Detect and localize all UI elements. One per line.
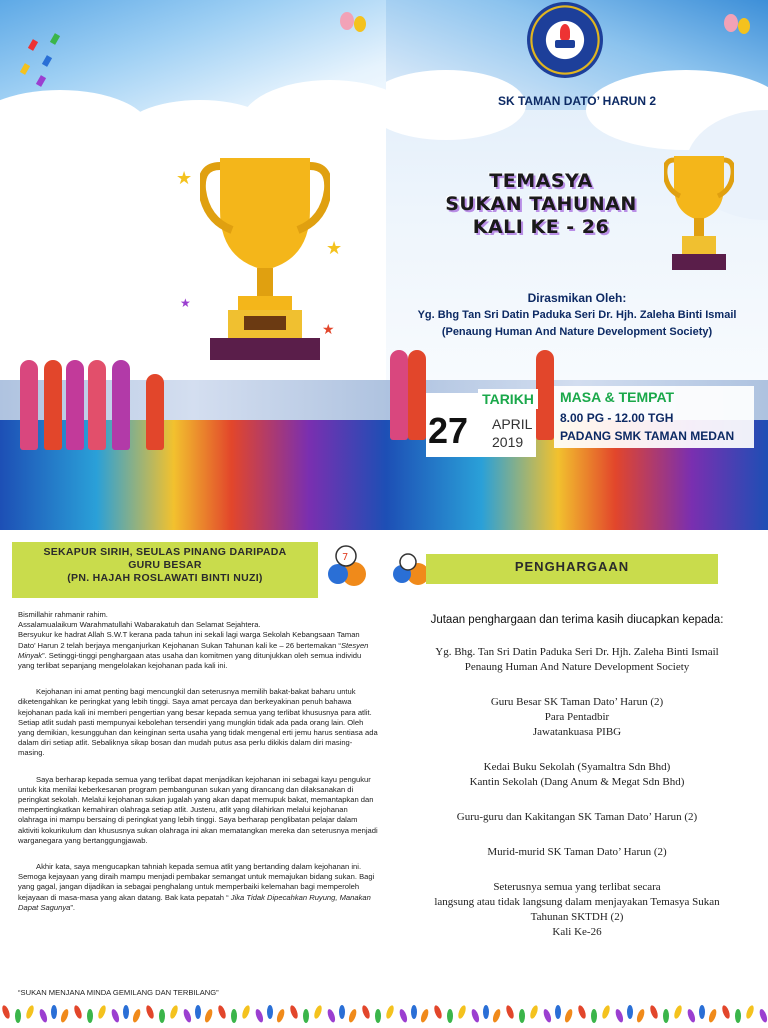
confetti-petal (411, 1005, 417, 1019)
runner-silhouette (20, 360, 38, 450)
confetti-petal (25, 1004, 35, 1019)
speech-paragraph: Saya berharap kepada semua yang terlibat dapat menjadikan kejohanan ini sebagai kayu pengukur untuk kita menilai keberkesanan program pembangunan sukan yang dirancang dan dilaksanakan di peringkat sekolah. Melalui kejohanan sukan jugalah yang akan dapat memupuk bakat, memantapkan dan mempertingkatkan kemahiran olahraga setiap atlit. Justeru, atlit yang dilahirkan melalui kejohanan olahraga ini mampu bersaing di peringkat yang lebih tinggi. Saya berharap penglibatan pelajar dalam aktiviti kokurikulum dan khususnya sukan olahraga ini akan mematangkan mereka dan seterusnya menjadi warganegara yang bertanggungjawab. (18, 774, 378, 845)
acknowledgement-panel (386, 530, 768, 1024)
confetti-petal (447, 1009, 453, 1023)
confetti-petal (347, 1008, 357, 1023)
confetti-petal (110, 1008, 120, 1023)
runner-silhouette (390, 350, 408, 440)
event-title-line: SUKAN TAHUNAN (445, 193, 637, 215)
thanks-line: Penaung Human And Nature Development Society (464, 661, 690, 673)
trophy-icon (200, 150, 330, 365)
confetti-petal (375, 1009, 381, 1023)
confetti-petal (339, 1005, 345, 1019)
confetti-petal (51, 1005, 57, 1019)
confetti-petal (15, 1009, 21, 1023)
officiator-role: (Penaung Human And Nature Development Society) (441, 326, 713, 338)
confetti-petal (303, 1009, 309, 1023)
date-label: TARIKH (478, 389, 538, 409)
thanks-group (386, 645, 768, 675)
confetti-petal (169, 1004, 179, 1019)
confetti-petal (203, 1008, 213, 1023)
festive-border-pattern (0, 998, 768, 1024)
date-month: APRIL (492, 416, 533, 432)
balloon-icon (738, 18, 750, 34)
balloon-icon (340, 12, 354, 30)
confetti-petal (145, 1004, 155, 1019)
confetti-petal (123, 1005, 129, 1019)
balloon-icon (724, 14, 738, 32)
thanks-group (386, 810, 768, 825)
trophy-icon (664, 150, 734, 278)
runner-silhouette (536, 350, 554, 440)
confetti-petal (663, 1009, 669, 1023)
thanks-line: Guru-guru dan Kakitangan SK Taman Dato’ Harun (2) (456, 811, 698, 823)
confetti-petal (649, 1004, 659, 1019)
thanks-line: Yg. Bhg. Tan Sri Datin Paduka Seri Dr. Hjh. Zaleha Binti Ismail (435, 646, 719, 658)
confetti-petal (542, 1008, 552, 1023)
event-title (426, 170, 656, 239)
thanks-line: Tahunan SKTDH (2) (530, 911, 624, 923)
confetti-petal (1, 1004, 11, 1019)
confetti-petal (614, 1008, 624, 1023)
thanks-line: Para Pentadbir (544, 711, 610, 723)
confetti-petal (59, 1008, 69, 1023)
school-name: SK TAMAN DATO’ HARUN 2 (497, 94, 656, 108)
thanks-line: Kali Ke-26 (552, 926, 602, 938)
speech-paragraph: Akhir kata, saya mengucapkan tahniah kepada semua atlit yang bertanding dalam kejohanan ini. Semoga kejayaan yang diraih mampu menjadi pembakar semangat untuk memajukan bidang sukan. Bagi yang gagal, jangan dijadikan ia sebagai penghalang untuk memperbaiki kelemahan bagi memperoleh kejayaan di masa-masa yang akan datang. Bak kata pepatah “ (18, 862, 375, 902)
confetti-petal (289, 1004, 299, 1019)
balloon-icon (354, 16, 366, 32)
confetti-petal (419, 1008, 429, 1023)
confetti-petal (326, 1008, 336, 1023)
speech-tagline: “SUKAN MENJANA MINDA GEMILANG DAN TERBILANG” (18, 988, 219, 997)
speech-paragraph: ”. Setinggi-tinggi penghargaan atas usaha dan komitmen yang ditunjukkan oleh semua individu yang terlibat sepanjang mengelolakan kejohanan pada kali ini. (18, 650, 362, 671)
confetti-petal (182, 1008, 192, 1023)
star-icon: ★ (176, 168, 193, 189)
confetti-petal (505, 1004, 515, 1019)
thanks-line: Jawatankuasa PIBG (532, 726, 622, 738)
star-icon: ★ (326, 238, 343, 259)
thanks-line: Guru Besar SK Taman Dato’ Harun (2) (490, 696, 664, 708)
festive-border (0, 998, 768, 1024)
confetti-petal (433, 1004, 443, 1019)
confetti-petal (398, 1008, 408, 1023)
confetti-petal (627, 1005, 633, 1019)
confetti-petal (87, 1009, 93, 1023)
confetti-petal (457, 1004, 467, 1019)
confetti-petal (313, 1004, 323, 1019)
confetti-petal (519, 1009, 525, 1023)
speech-greeting: Assalamualaikum Warahmatullahi Wabarakatuh dan Selamat Sejahtera. (18, 620, 261, 630)
speech-title-line: SEKAPUR SIRIH, SEULAS PINANG DARIPADA (43, 546, 287, 558)
thanks-group (386, 760, 768, 790)
confetti-petal (491, 1008, 501, 1023)
confetti-petal (159, 1009, 165, 1023)
speech-title-line: (PN. HAJAH ROSLAWATI BINTI NUZI) (67, 572, 263, 584)
speech-theme: Stesyen Minyak (18, 640, 369, 660)
thanks-line: Kedai Buku Sekolah (Syamaltra Sdn Bhd) (483, 761, 671, 773)
speech-title (12, 546, 318, 585)
confetti-petal (745, 1004, 755, 1019)
thanks-line: Seterusnya semua yang terlibat secara (493, 881, 661, 893)
confetti-petal (361, 1004, 371, 1019)
confetti-petal (707, 1008, 717, 1023)
date-day: 27 (428, 410, 469, 451)
school-logo (527, 2, 603, 78)
date-year: 2019 (492, 434, 524, 450)
confetti-petal (577, 1004, 587, 1019)
cover-front-panel (386, 0, 768, 530)
runner-silhouette (66, 360, 84, 450)
confetti-petal (385, 1004, 395, 1019)
confetti-petal (635, 1008, 645, 1023)
confetti-petal (195, 1005, 201, 1019)
confetti-petal (73, 1004, 83, 1019)
confetti-petal (735, 1009, 741, 1023)
runner-silhouette (112, 360, 130, 450)
runner-silhouette (408, 350, 426, 440)
confetti-petal (231, 1009, 237, 1023)
officiator-block (386, 290, 768, 341)
confetti-petal (721, 1004, 731, 1019)
confetti-petal (217, 1004, 227, 1019)
confetti-petal (470, 1008, 480, 1023)
headmistress-speech-panel (0, 530, 386, 1024)
confetti-petal (241, 1004, 251, 1019)
thanks-title: PENGHARGAAN (514, 559, 630, 574)
runner-silhouette (88, 360, 106, 450)
speech-greeting: Bismillahir rahmanir rahim. (18, 610, 108, 619)
runner-silhouette (44, 360, 62, 450)
confetti-petal (97, 1004, 107, 1019)
thanks-group (386, 845, 768, 860)
speech-title-line: GURU BESAR (128, 559, 202, 571)
sports-balls-icon (390, 552, 430, 588)
opened-by-label: Dirasmikan Oleh: (527, 291, 627, 305)
speech-paragraph: Bersyukur ke hadrat Allah S.W.T kerana pada tahun ini sekali lagi warga Sekolah Kebangsaan Taman Dato’ Harun 2 telah berjaya menganjurkan Kejohanan Sukan Tahunan kali ke – 26 bertemakan “ (18, 630, 360, 650)
confetti-petal (483, 1005, 489, 1019)
officiator-name: Yg. Bhg Tan Sri Datin Paduka Seri Dr. Hjh. Zaleha Binti Ismail (417, 309, 737, 321)
thanks-list (386, 645, 768, 955)
svg-text:7: 7 (342, 552, 349, 563)
confetti-petal (555, 1005, 561, 1019)
confetti-petal (131, 1008, 141, 1023)
event-time: 8.00 PG - 12.00 TGH (560, 411, 674, 425)
confetti-petal (275, 1008, 285, 1023)
speech-paragraph: ”. (70, 902, 75, 912)
runner-silhouette (146, 374, 164, 450)
confetti-petal (591, 1009, 597, 1023)
thanks-line: Murid-murid SK Taman Dato’ Harun (2) (487, 846, 667, 858)
star-icon: ★ (180, 296, 191, 310)
thanks-group (386, 880, 768, 940)
confetti-petal (699, 1005, 705, 1019)
confetti-petal (38, 1008, 48, 1023)
event-title-line: KALI KE - 26 (472, 216, 610, 238)
sports-balls-icon (324, 544, 368, 588)
confetti-petal (267, 1005, 273, 1019)
venue-label: MASA & TEMPAT (560, 389, 675, 405)
event-title-line: TEMASYA (489, 170, 593, 192)
thanks-intro: Jutaan penghargaan dan terima kasih diucapkan kepada: (430, 614, 724, 626)
confetti-petal (563, 1008, 573, 1023)
confetti-petal (601, 1004, 611, 1019)
speech-quote: Jika Tidak Dipecahkan Ruyung, Manakan Dapat Sagunya (18, 892, 371, 912)
confetti-cluster (0, 0, 386, 140)
confetti-petal (758, 1008, 768, 1023)
confetti-petal (254, 1008, 264, 1023)
star-icon: ★ (322, 322, 335, 338)
event-place: PADANG SMK TAMAN MEDAN (560, 429, 735, 443)
thanks-line: langsung atau tidak langsung dalam menjayakan Temasya Sukan (434, 896, 720, 908)
confetti-petal (673, 1004, 683, 1019)
speech-body (18, 610, 378, 923)
thanks-line: Kantin Sekolah (Dang Anum & Megat Sdn Bhd) (469, 776, 685, 788)
speech-paragraph: Kejohanan ini amat penting bagi mencungkil dan seterusnya memilih bakat-bakat baharu untuk diketengahkan ke peringkat yang lebih tinggi. Saya amat percaya dan berkeyakinan penuh bahawa kejohanan pada kali ini memberi pengertian yang besar kepada semua yang terlibat khususnya para atlit. Setiap atlit sudah pasti mempunyai kebolehan tersendiri yang mungkin tidak ada pada orang lain. Oleh yang demikian, kesungguhan dan keinginan serta usaha yang tidak mengenal erti jemu harus sentiasa ada dalam diri setiap atlit. Sebaliknya sikap bosan dan mudah putus asa perlu dikikis dalam diri masing-masing. (18, 687, 378, 758)
cover-back-panel (0, 0, 386, 530)
confetti-petal (529, 1004, 539, 1019)
thanks-group (386, 695, 768, 740)
confetti-petal (686, 1008, 696, 1023)
